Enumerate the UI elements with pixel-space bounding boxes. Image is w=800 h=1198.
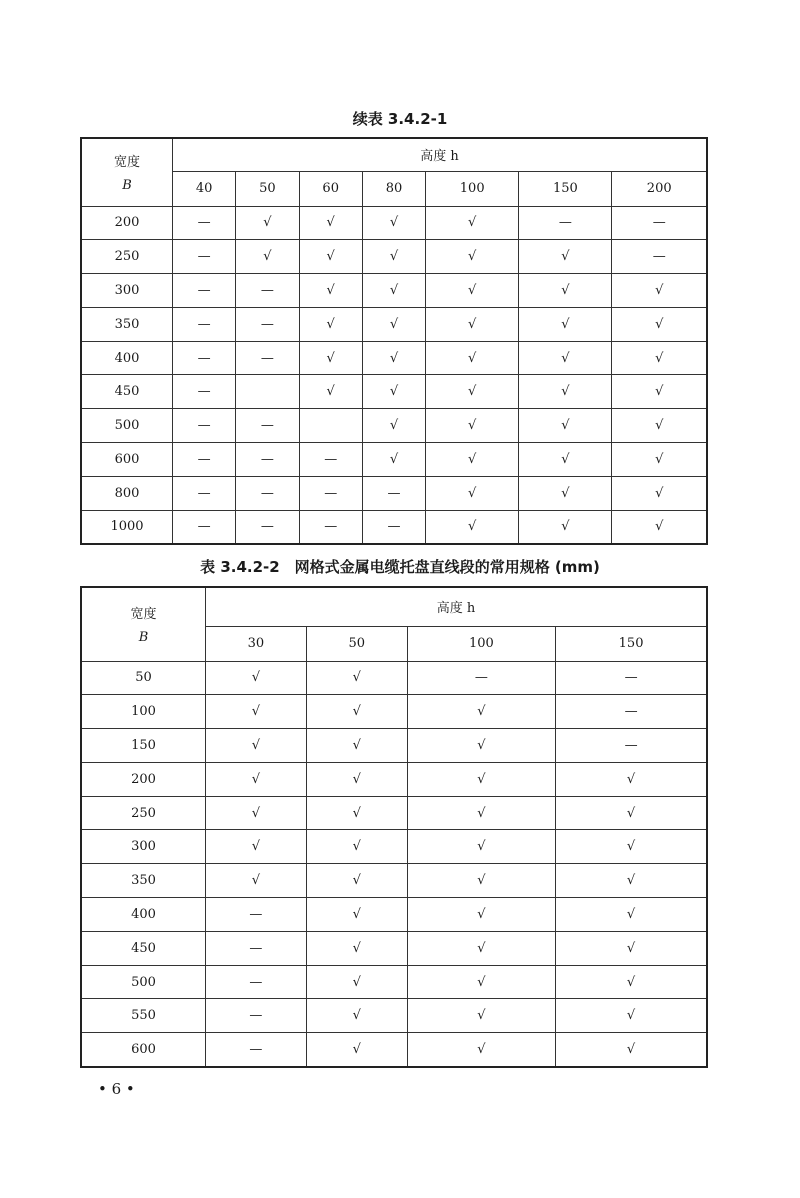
row-width: 550 <box>81 999 206 1033</box>
cell: √ <box>306 830 407 864</box>
row-width: 300 <box>81 274 173 308</box>
cell: √ <box>519 307 612 341</box>
table-row <box>81 695 707 729</box>
table-row <box>81 476 707 510</box>
cell: √ <box>612 307 707 341</box>
table-row <box>81 510 707 544</box>
column-header: 80 <box>362 171 425 206</box>
cell: √ <box>299 274 362 308</box>
cell: — <box>173 341 236 375</box>
cell: √ <box>306 931 407 965</box>
table-row <box>81 206 707 240</box>
cell: √ <box>362 341 425 375</box>
column-header: 150 <box>556 626 707 661</box>
row-width: 600 <box>81 443 173 477</box>
cell: √ <box>407 695 555 729</box>
cell: — <box>206 931 307 965</box>
cell: √ <box>362 375 425 409</box>
cell: √ <box>206 729 307 763</box>
cell: √ <box>407 931 555 965</box>
cell: — <box>556 661 707 695</box>
cell: — <box>362 510 425 544</box>
table1-caption: 续表 3.4.2-1 <box>352 110 448 128</box>
row-width: 350 <box>81 307 173 341</box>
cell: √ <box>299 206 362 240</box>
cell: — <box>206 898 307 932</box>
cell: √ <box>426 510 519 544</box>
cell: √ <box>612 274 707 308</box>
cell: √ <box>299 307 362 341</box>
cell: √ <box>612 409 707 443</box>
cell: — <box>236 443 299 477</box>
row-header <box>81 587 206 661</box>
cell: √ <box>306 729 407 763</box>
cell: √ <box>426 409 519 443</box>
cell: √ <box>362 206 425 240</box>
table-row <box>81 274 707 308</box>
cell: √ <box>206 830 307 864</box>
cell: — <box>173 375 236 409</box>
cell: √ <box>519 274 612 308</box>
cell: √ <box>556 898 707 932</box>
cell: √ <box>407 999 555 1033</box>
row-header-var: B <box>122 178 132 194</box>
cell: — <box>236 409 299 443</box>
cell: √ <box>519 240 612 274</box>
cell: √ <box>556 965 707 999</box>
cell: √ <box>426 274 519 308</box>
cell: √ <box>426 307 519 341</box>
column-header: 60 <box>299 171 362 206</box>
cell: √ <box>306 695 407 729</box>
cell: — <box>299 476 362 510</box>
table-row <box>81 1033 707 1067</box>
column-header: 50 <box>306 626 407 661</box>
cell: — <box>612 240 707 274</box>
cell: — <box>519 206 612 240</box>
row-width: 500 <box>81 965 206 999</box>
cell: — <box>236 274 299 308</box>
row-width: 800 <box>81 476 173 510</box>
cell: √ <box>426 341 519 375</box>
cell: √ <box>407 965 555 999</box>
cell: — <box>407 661 555 695</box>
table-row <box>81 443 707 477</box>
cell: √ <box>407 729 555 763</box>
table-row <box>81 307 707 341</box>
column-header: 100 <box>407 626 555 661</box>
column-header: 40 <box>173 171 236 206</box>
cell: √ <box>519 476 612 510</box>
table-row <box>81 240 707 274</box>
cell: √ <box>407 830 555 864</box>
cell: √ <box>426 476 519 510</box>
cell: √ <box>306 965 407 999</box>
cell: — <box>206 1033 307 1067</box>
table-row <box>81 931 707 965</box>
cell: √ <box>236 240 299 274</box>
cell: √ <box>206 762 307 796</box>
table-row <box>81 999 707 1033</box>
cell: — <box>173 206 236 240</box>
cell: √ <box>306 762 407 796</box>
column-header: 200 <box>612 171 707 206</box>
row-width: 250 <box>81 240 173 274</box>
cell: √ <box>407 796 555 830</box>
cell: √ <box>426 375 519 409</box>
cell: √ <box>362 307 425 341</box>
table-row <box>81 729 707 763</box>
cell: — <box>206 965 307 999</box>
cell: √ <box>426 443 519 477</box>
cell: √ <box>407 762 555 796</box>
table-row <box>81 409 707 443</box>
row-width: 400 <box>81 898 206 932</box>
cell: — <box>173 443 236 477</box>
cell: √ <box>407 1033 555 1067</box>
table-row <box>81 898 707 932</box>
cell: √ <box>206 695 307 729</box>
cell: — <box>236 341 299 375</box>
row-width: 150 <box>81 729 206 763</box>
cell: √ <box>236 206 299 240</box>
cell <box>236 375 299 409</box>
cell: √ <box>206 796 307 830</box>
col-header: 高度 h <box>173 138 708 171</box>
cell: — <box>173 307 236 341</box>
row-width: 50 <box>81 661 206 695</box>
cell: √ <box>519 341 612 375</box>
table-row <box>81 864 707 898</box>
cell: √ <box>556 931 707 965</box>
cell: √ <box>407 898 555 932</box>
cell: — <box>173 409 236 443</box>
cell: √ <box>362 409 425 443</box>
cell: — <box>173 476 236 510</box>
cell: √ <box>556 999 707 1033</box>
cell: — <box>556 729 707 763</box>
cell: — <box>556 695 707 729</box>
cell: — <box>206 999 307 1033</box>
row-width: 450 <box>81 931 206 965</box>
row-width: 250 <box>81 796 206 830</box>
row-width: 400 <box>81 341 173 375</box>
cell: √ <box>299 375 362 409</box>
cell: √ <box>306 661 407 695</box>
cell: √ <box>612 510 707 544</box>
cell: √ <box>206 864 307 898</box>
cell: √ <box>299 341 362 375</box>
column-header: 30 <box>206 626 307 661</box>
table2 <box>80 586 708 1068</box>
table-row <box>81 661 707 695</box>
cell: √ <box>362 443 425 477</box>
page-number: • 6 • <box>98 1080 135 1098</box>
cell: √ <box>407 864 555 898</box>
cell: √ <box>306 1033 407 1067</box>
row-width: 300 <box>81 830 206 864</box>
table2-caption: 表 3.4.2-2 网格式金属电缆托盘直线段的常用规格 (mm) <box>200 558 600 576</box>
cell: √ <box>519 443 612 477</box>
cell: √ <box>362 240 425 274</box>
cell: — <box>173 240 236 274</box>
cell: — <box>236 510 299 544</box>
cell: √ <box>306 898 407 932</box>
row-width: 100 <box>81 695 206 729</box>
cell: √ <box>556 1033 707 1067</box>
cell: — <box>236 476 299 510</box>
column-header: 100 <box>426 171 519 206</box>
cell: √ <box>306 864 407 898</box>
cell: — <box>173 510 236 544</box>
cell: √ <box>556 762 707 796</box>
cell: √ <box>612 341 707 375</box>
table-row <box>81 965 707 999</box>
row-header <box>81 138 173 206</box>
table-row <box>81 762 707 796</box>
table-row <box>81 375 707 409</box>
cell: √ <box>556 864 707 898</box>
col-header: 高度 h <box>206 587 708 626</box>
cell: √ <box>206 661 307 695</box>
cell: √ <box>306 999 407 1033</box>
table1 <box>80 137 708 545</box>
cell: — <box>612 206 707 240</box>
table-row <box>81 341 707 375</box>
cell: — <box>236 307 299 341</box>
row-width: 500 <box>81 409 173 443</box>
cell: √ <box>556 830 707 864</box>
cell: √ <box>426 206 519 240</box>
row-header-label: 宽度 <box>130 607 157 623</box>
cell: √ <box>519 375 612 409</box>
cell: √ <box>519 409 612 443</box>
cell: √ <box>612 375 707 409</box>
row-header-label: 宽度 <box>113 155 140 171</box>
cell: √ <box>556 796 707 830</box>
cell: — <box>299 510 362 544</box>
row-width: 1000 <box>81 510 173 544</box>
row-width: 600 <box>81 1033 206 1067</box>
cell: — <box>299 443 362 477</box>
cell: √ <box>612 443 707 477</box>
cell <box>299 409 362 443</box>
column-header: 50 <box>236 171 299 206</box>
cell: — <box>362 476 425 510</box>
cell: √ <box>612 476 707 510</box>
cell: √ <box>362 274 425 308</box>
cell: √ <box>299 240 362 274</box>
row-header-var: B <box>138 630 149 646</box>
table-row <box>81 796 707 830</box>
cell: √ <box>519 510 612 544</box>
table-row <box>81 830 707 864</box>
cell: — <box>173 274 236 308</box>
row-width: 200 <box>81 206 173 240</box>
row-width: 450 <box>81 375 173 409</box>
cell: √ <box>426 240 519 274</box>
row-width: 350 <box>81 864 206 898</box>
column-header: 150 <box>519 171 612 206</box>
cell: √ <box>306 796 407 830</box>
row-width: 200 <box>81 762 206 796</box>
